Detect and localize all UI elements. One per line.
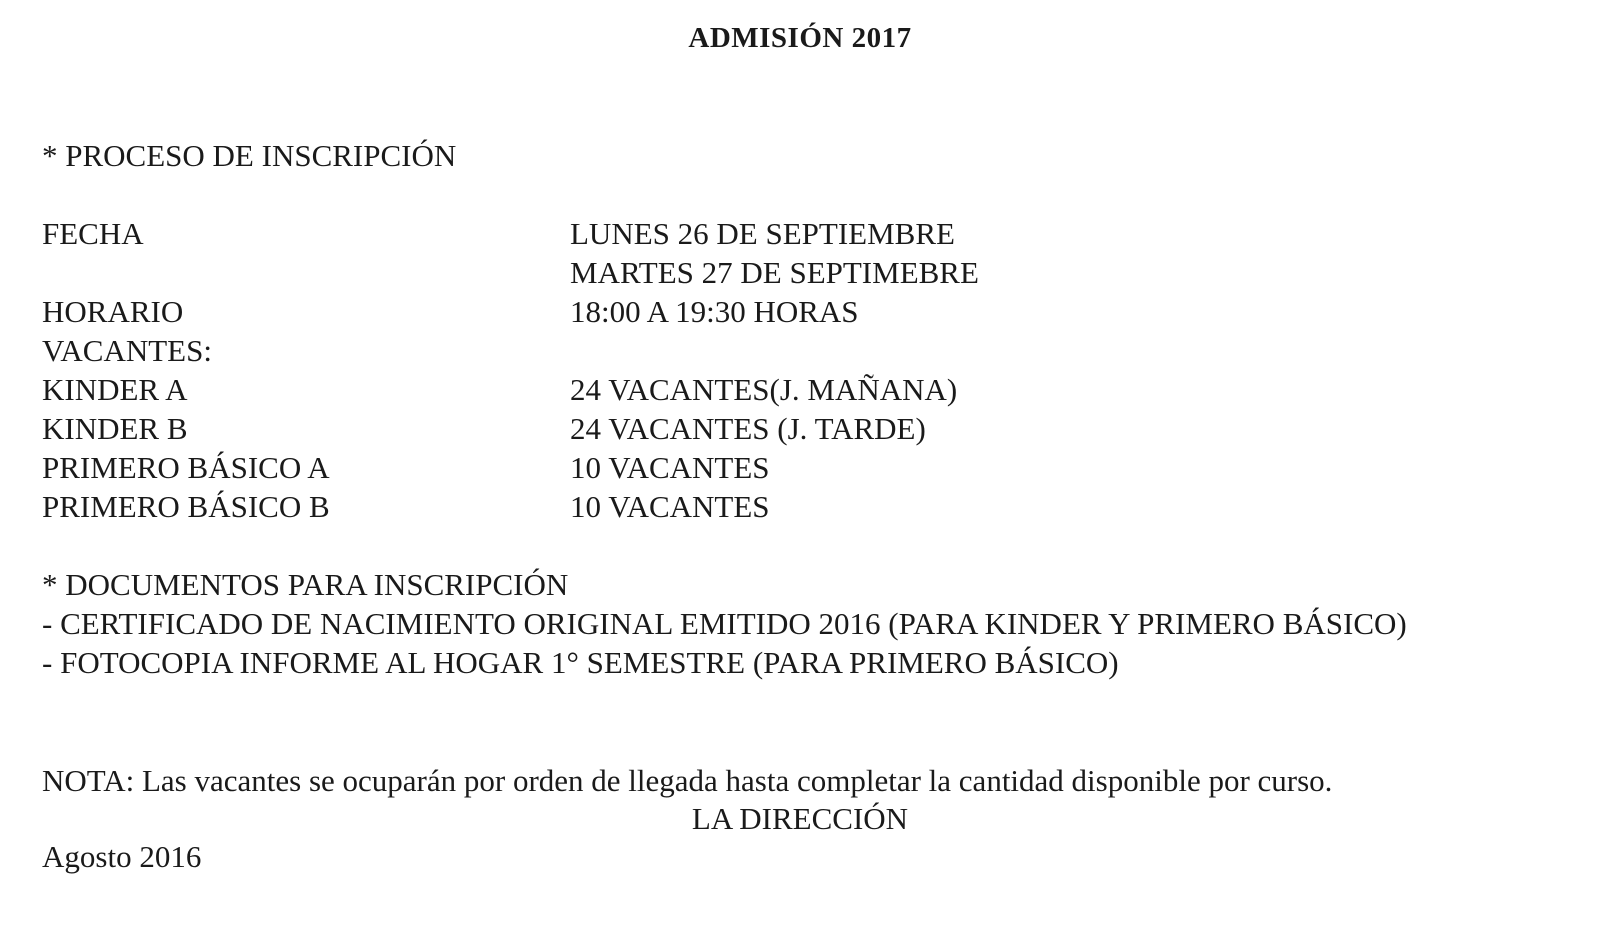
horario-label: HORARIO xyxy=(42,294,184,329)
document-title: ADMISIÓN 2017 xyxy=(688,22,912,54)
documento-item: - FOTOCOPIA INFORME AL HOGAR 1° SEMESTRE (PARA PRIMERO BÁSICO) xyxy=(42,645,1119,680)
horario-value: 18:00 A 19:30 HORAS xyxy=(570,294,859,329)
fecha-value-1: LUNES 26 DE SEPTIEMBRE xyxy=(570,216,955,251)
vacante-detalle: 10 VACANTES xyxy=(570,489,770,524)
fecha-label: FECHA xyxy=(42,216,144,251)
vacante-curso: PRIMERO BÁSICO A xyxy=(42,450,330,485)
vacante-curso: KINDER A xyxy=(42,372,188,407)
vacante-curso: PRIMERO BÁSICO B xyxy=(42,489,330,524)
vacante-detalle: 24 VACANTES(J. MAÑANA) xyxy=(570,372,958,407)
proceso-heading: * PROCESO DE INSCRIPCIÓN xyxy=(42,138,457,173)
firma-direccion: LA DIRECCIÓN xyxy=(691,801,909,836)
fecha-value-2: MARTES 27 DE SEPTIMEBRE xyxy=(570,255,979,290)
vacantes-label: VACANTES: xyxy=(42,333,212,368)
documento-item: - CERTIFICADO DE NACIMIENTO ORIGINAL EMITIDO 2016 (PARA KINDER Y PRIMERO BÁSICO) xyxy=(42,606,1407,641)
documentos-heading: * DOCUMENTOS PARA INSCRIPCIÓN xyxy=(42,567,569,602)
fecha-documento: Agosto 2016 xyxy=(42,839,202,874)
nota-text: NOTA: Las vacantes se ocuparán por orden de llegada hasta completar la cantidad disponible por curso. xyxy=(42,763,1333,798)
vacante-curso: KINDER B xyxy=(42,411,188,446)
vacante-detalle: 10 VACANTES xyxy=(570,450,770,485)
vacante-detalle: 24 VACANTES (J. TARDE) xyxy=(570,411,926,446)
